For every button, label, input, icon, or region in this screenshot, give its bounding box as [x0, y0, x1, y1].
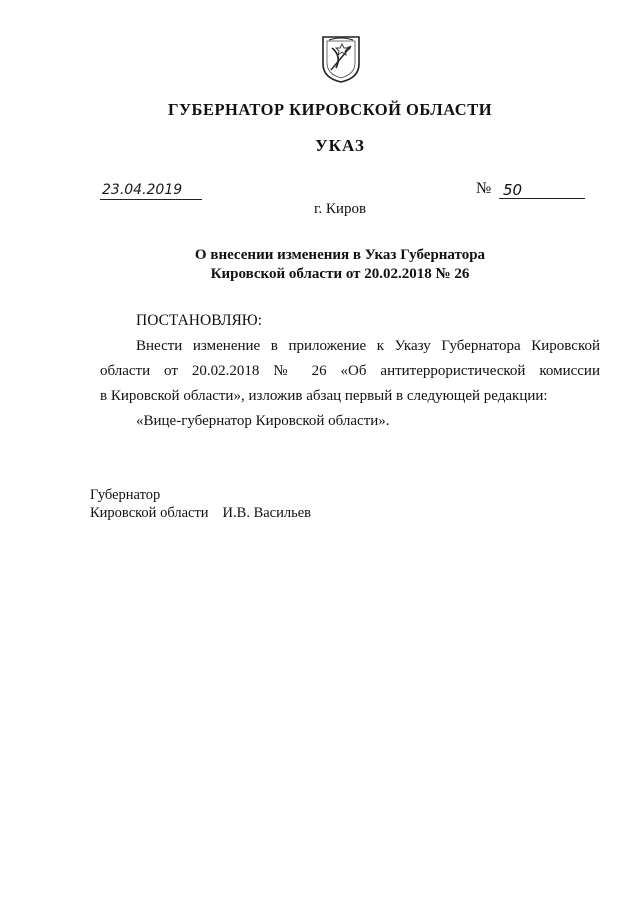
title-line-1: О внесении изменения в Указ Губернатора [194, 247, 486, 263]
body-quote: «Вице-губернатор Кировской области». [136, 413, 390, 429]
authority-heading: ГУБЕРНАТОР КИРОВСКОЙ ОБЛАСТИ [167, 100, 493, 119]
document-place: г. Киров [313, 201, 367, 217]
title-line-2: Кировской области от 20.02.2018 № 26 [210, 266, 470, 282]
body-line-1: Внести изменение в приложение к Указу Губернатора Кировской [136, 338, 600, 354]
decree-word: ПОСТАНОВЛЯЮ: [136, 312, 263, 329]
coat-of-arms-icon [320, 34, 362, 84]
number-label: № [476, 180, 492, 197]
document-number: 50 [499, 181, 585, 199]
body-line-3: в Кировской области», изложив абзац первый в следующей редакции: [100, 388, 548, 404]
signature-position: Губернатор [90, 487, 161, 503]
signature-position-line-2: Кировской области [90, 505, 209, 521]
signature-block [90, 504, 311, 522]
signatory-name: И.В. Васильев [222, 505, 311, 521]
document-type: УКАЗ [315, 136, 365, 155]
body-line-2: области от 20.02.2018 № 26 «Об антитеррористической комиссии [100, 363, 600, 379]
document-body [100, 334, 600, 434]
document-title [0, 246, 640, 284]
document-date: 23.04.2019 [100, 181, 202, 200]
